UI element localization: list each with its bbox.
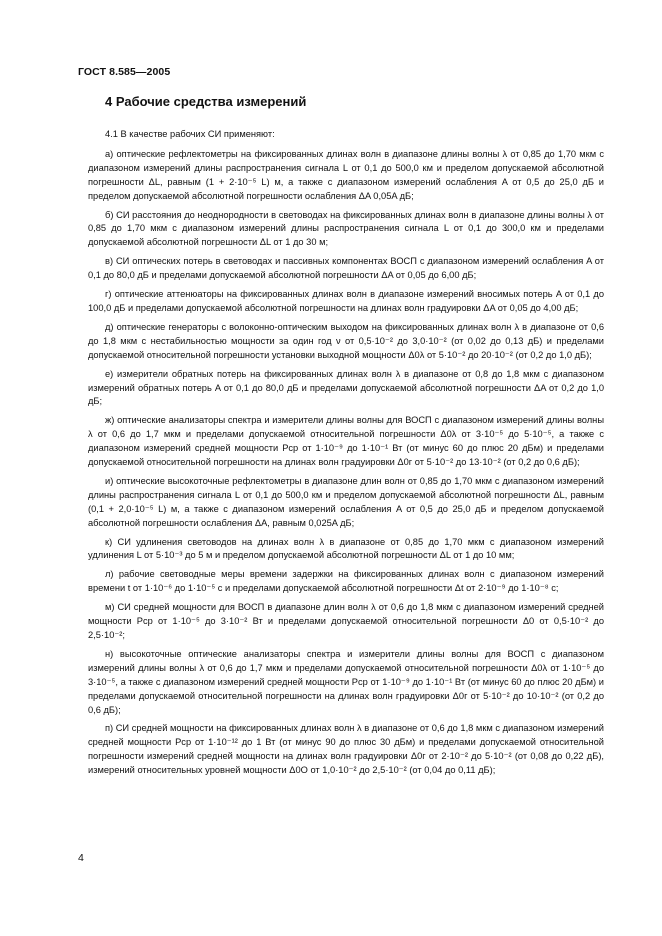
- list-item-b: б) СИ расстояния до неоднородности в световодах на фиксированных длинах волн в диапазоне длины волны λ от 0,85 до 1,70 мкм с диапазоном измерений длины распространения сигнала L от 0,1 до 300,0 км и пределами допускаемой абсолютной погрешности ΔL от 1 до 30 м;: [88, 209, 604, 248]
- list-item-zh: ж) оптические анализаторы спектра и измерители длины волны для ВОСП с диапазоном измерений длины волны λ от 0,6 до 1,7 мкм и пределами допускаемой относительной погрешности Δ0λ от 3·10⁻⁵ до 5·10⁻⁵, а также с диапазоном измерений средней мощности Pср от 1·10⁻⁹ до 1·10⁻¹ Вт (от минус 60 до плюс 20 дБм) и пределами допускаемой относительной погрешности на длинах волн градуировки Δ0г от 5·10⁻² до 13·10⁻² (от 0,2 до 0,6 дБ);: [88, 415, 604, 468]
- list-item-g: г) оптические аттенюаторы на фиксированных длинах волн в диапазоне измерений вносимых потерь A от 0,1 до 100,0 дБ и пределами допускаемой абсолютной погрешности на длинах волн градуировки ΔA от 0,05 до 4,00 дБ;: [88, 289, 604, 313]
- page-number: 4: [78, 852, 84, 864]
- list-item-k: к) СИ удлинения световодов на длинах волн λ в диапазоне от 0,85 до 1,70 мкм с диапазоном измерений удлинения L от 5·10⁻³ до 5 м и пределом допускаемой абсолютной погрешности ΔL от 1 до 10 мм;: [88, 536, 604, 561]
- list-item-p: п) СИ средней мощности на фиксированных длинах волн λ в диапазоне от 0,6 до 1,8 мкм с диапазоном измерений средней мощности Pср от 1·10⁻¹² до 1 Вт (от минус 90 до плюс 30 дБм) и пределами допускаемой относительной погрешности измерений средней мощности на длинах волн градуировки Δ0г от 2·10⁻² до 5·10⁻² (от 0,08 до 0,22 дБ), измерений относительных уровней мощности Δ0О от 1,0·10⁻² до 2,5·10⁻² (от 0,04 до 0,11 дБ);: [88, 723, 604, 776]
- list-item-d: д) оптические генераторы с волоконно-оптическим выходом на фиксированных длинах волн λ в диапазоне от 0,6 до 1,8 мкм с нестабильностью мощности за один год ν от 0,5·10⁻² до 3,0·10⁻² (от 0,02 до 0,13 дБ) и пределами допускаемой относительной погрешности установки выходной мощности Δ0λ от 5·10⁻² до 20·10⁻² (от 0,2 до 1,0 дБ);: [88, 321, 604, 360]
- list-item-v: в) СИ оптических потерь в световодах и пассивных компонентах ВОСП с диапазоном измерений ослабления A от 0,1 до 80,0 дБ и пределами допускаемой абсолютной погрешности ΔA от 0,05 до 6,00 дБ;: [88, 256, 604, 281]
- list-item-m: м) СИ средней мощности для ВОСП в диапазоне длин волн λ от 0,6 до 1,8 мкм с диапазоном измерений средней мощности Pср от 1·10⁻⁵ до 3·10⁻² Вт и пределами допускаемой относительной погрешности Δ0 от 0,5·10⁻² до 2,5·10⁻²;: [88, 602, 604, 640]
- list-item-n: н) высокоточные оптические анализаторы спектра и измерители длины волны для ВОСП с диапазоном измерений длины волны λ от 0,6 до 1,7 мкм и пределами допускаемой относительной погрешности Δ0λ от 1·10⁻⁵ до 3·10⁻⁵, а также с диапазоном измерений средней мощности Pср от 1·10⁻⁹ до 1·10⁻¹ Вт (от минус 60 до плюс 20 дБм) и пределами допускаемой относительной погрешности на длинах волн градуировки Δ0г от 5·10⁻² до 10·10⁻² (от 0,2 до 0,6 дБ);: [88, 648, 604, 715]
- document-header: ГОСТ 8.585—2005: [78, 66, 171, 78]
- list-item-l: л) рабочие световодные меры времени задержки на фиксированных длинах волн с диапазоном измерений времени t от 1·10⁻⁶ до 1·10⁻⁵ с и пределами допускаемой абсолютной погрешности Δt от 2·10⁻⁹ до 1·10⁻⁸ с;: [88, 569, 604, 594]
- list-item-i: и) оптические высокоточные рефлектометры в диапазоне длин волн от 0,85 до 1,70 мкм с диапазоном измерений длины распространения сигнала L от 0,1 до 500,0 км и пределом допускаемой абсолютной погрешности ΔL, равным (0,1 + 2,0·10⁻⁵ L) м, а также с диапазоном измерений ослабления A от 0,5 до 25,0 дБ и пределом допускаемой абсолютной погрешности ослабления ΔA, равным 0,025A дБ;: [88, 475, 604, 528]
- section-title: 4 Рабочие средства измерений: [105, 94, 307, 109]
- list-item-a: а) оптические рефлектометры на фиксированных длинах волн в диапазоне длины волны λ от 0,85 до 1,70 мкм с диапазоном измерений длины распространения сигнала L от 0,1 до 500,0 км и пределом допускаемой абсолютной погрешности ΔL, равным (1 + 2·10⁻⁵ L) м, а также с диапазоном измерений ослабления A от 0,5 до 25,0 дБ и пределом допускаемой абсолютной погрешности ослабления ΔA 0,05A дБ;: [88, 148, 604, 201]
- lead-paragraph: 4.1 В качестве рабочих СИ применяют:: [105, 129, 275, 139]
- list-item-e: е) измерители обратных потерь на фиксированных длинах волн λ в диапазоне от 0,8 до 1,8 мкм с диапазоном измерений обратных потерь A от 0,1 до 80,0 дБ и пределами допускаемой абсолютной погрешности ΔA от 0,2 до 1,0 дБ;: [88, 368, 604, 407]
- document-body: [88, 128, 604, 783]
